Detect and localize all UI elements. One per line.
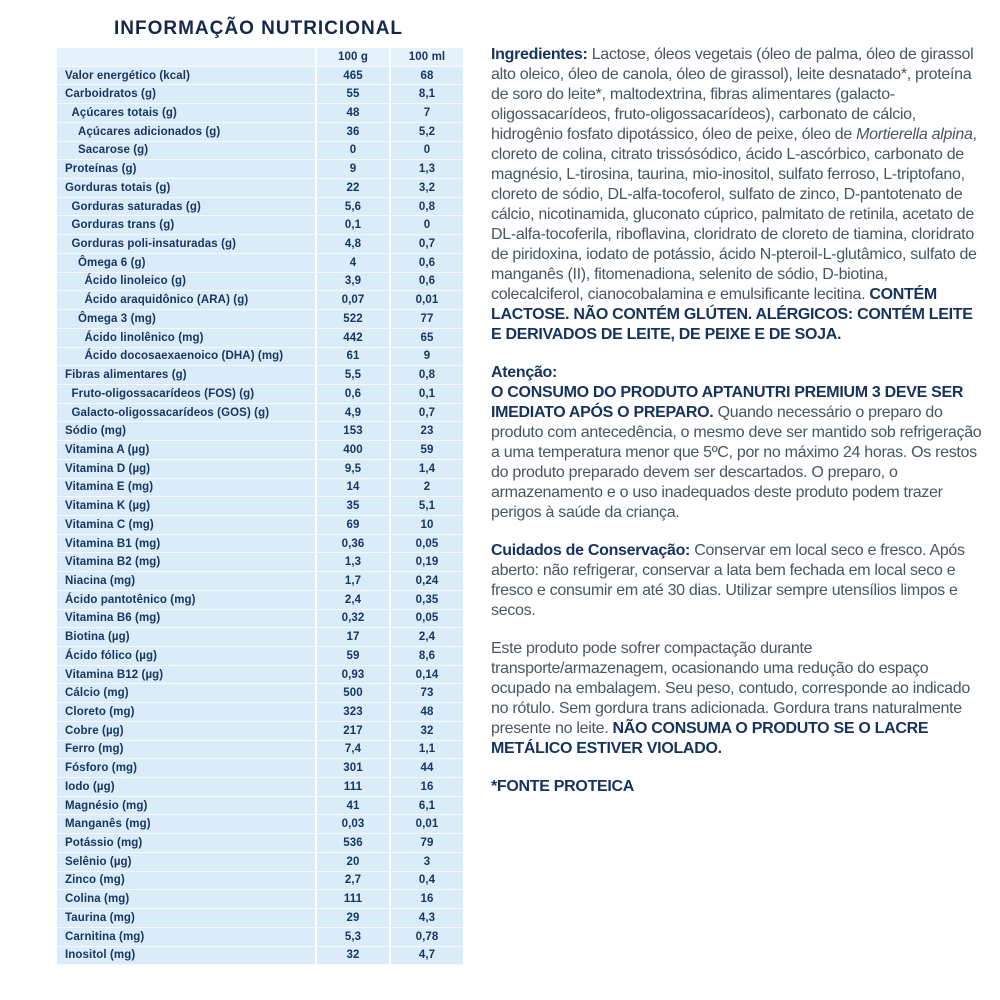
table-row xyxy=(57,610,463,629)
table-row xyxy=(57,572,463,591)
value-100g: 0,6 xyxy=(315,385,389,403)
nutrient-label: Ácido linoleico (g) xyxy=(84,275,187,288)
value-100ml: 3,2 xyxy=(389,179,463,197)
table-row xyxy=(57,273,463,292)
value-100g: 4,8 xyxy=(315,235,389,253)
nutrient-label: Ferro (mg) xyxy=(65,743,124,756)
value-100g: 7,4 xyxy=(315,741,389,759)
value-100g: 14 xyxy=(315,479,389,497)
value-100ml: 4,7 xyxy=(389,947,463,965)
table-row xyxy=(57,441,463,460)
value-100g: 55 xyxy=(315,85,389,103)
text-segment: O CONSUMO DO PRODUTO APTANUTRI PREMIUM 3 DEVE SER IMEDIATO APÓS O PREPARO. xyxy=(491,384,964,421)
value-100ml: 0,4 xyxy=(389,872,463,890)
value-100g: 5,5 xyxy=(315,366,389,384)
nutrient-label: Ácido araquidônico (ARA) (g) xyxy=(84,294,249,307)
table-row xyxy=(57,123,463,142)
nutrient-label: Proteínas (g) xyxy=(65,163,137,176)
value-100ml: 0 xyxy=(389,216,463,234)
paragraph-compactacao-lacre xyxy=(491,639,983,759)
table-row xyxy=(57,385,463,404)
value-100g: 153 xyxy=(315,422,389,440)
table-row xyxy=(57,890,463,909)
value-100g: 41 xyxy=(315,797,389,815)
value-100g: 0,32 xyxy=(315,610,389,628)
text-segment: Atenção: xyxy=(491,364,558,381)
table-row xyxy=(57,216,463,235)
nutrition-table xyxy=(57,48,463,965)
value-100ml: 5,2 xyxy=(389,123,463,141)
table-row xyxy=(57,703,463,722)
value-100g: 1,7 xyxy=(315,572,389,590)
header-empty-cell xyxy=(57,48,315,66)
value-100ml: 8,6 xyxy=(389,647,463,665)
table-row xyxy=(57,928,463,947)
table-row xyxy=(57,797,463,816)
nutrient-label: Fruto-oligossacarídeos (FOS) (g) xyxy=(71,387,255,400)
value-100ml: 59 xyxy=(389,441,463,459)
text-segment: Mortierella alpina xyxy=(856,126,973,143)
value-100ml: 0,01 xyxy=(389,815,463,833)
table-header-row xyxy=(57,48,463,67)
value-100ml: 0,05 xyxy=(389,535,463,553)
text-segment: , cloreto de colina, citrato trissósódico, ácido L-ascórbico, carbonato de magnésio, L-tirosina, taurina, mio-inositol, sulfato ferroso, L-triptofano, cloreto de sódio, DL-alfa-tocoferol, sulfato de zinco, D-pantotenato de cálcio, nicotinamida, gluconato cúprico, palmitato de retinila, acetato de DL-alfa-tocoferila, riboflavina, cloridrato de cloreto de tiamina, cloridrato de piridoxina, iodato de potássio, ácido N-pteroil-L-glutâmico, sulfato de manganês (II), fitomenadiona, selenito de sódio, D-biotina, colecalciferol, cianocobalamina e emulsificante lecitina. xyxy=(491,126,977,303)
table-row xyxy=(57,834,463,853)
nutrient-label: Gorduras trans (g) xyxy=(71,219,175,232)
text-segment: Lactose, óleos vegetais (óleo de palma, óleo de girassol alto oleico, óleo de canola, óleo de girassol), leite desnatado*, proteína de soro do leite*, maltodextrina, fibras alimentares (galacto-oligossacarídeos, fruto-oligossacarídeos), carbonato de cálcio, hidrogênio fosfato dipotássico, óleo de peixe, óleo de xyxy=(491,46,974,143)
nutrient-label: Ômega 3 (mg) xyxy=(78,312,156,325)
nutrient-label: Manganês (mg) xyxy=(65,818,151,831)
value-100ml: 1,1 xyxy=(389,741,463,759)
value-100ml: 0,7 xyxy=(389,235,463,253)
col-header-100ml: 100 ml xyxy=(389,48,463,66)
nutrient-label: Ácido fólico (µg) xyxy=(65,649,158,662)
value-100g: 9 xyxy=(315,160,389,178)
table-row xyxy=(57,909,463,928)
value-100ml: 0,05 xyxy=(389,610,463,628)
value-100ml: 0,1 xyxy=(389,385,463,403)
value-100g: 0,03 xyxy=(315,815,389,833)
paragraph-cuidados-de-conservacao xyxy=(491,541,983,621)
table-row xyxy=(57,254,463,273)
nutrient-label: Ácido docosaexaenoico (DHA) (mg) xyxy=(84,350,284,363)
value-100g: 4 xyxy=(315,254,389,272)
col-header-100g: 100 g xyxy=(315,48,389,66)
nutrient-label: Taurina (mg) xyxy=(65,911,135,924)
value-100g: 217 xyxy=(315,722,389,740)
value-100ml: 48 xyxy=(389,703,463,721)
info-paragraphs xyxy=(491,45,983,815)
value-100ml: 3 xyxy=(389,853,463,871)
text-segment: NÃO CONSUMA O PRODUTO SE O LACRE METÁLICO ESTIVER VIOLADO. xyxy=(491,720,929,757)
table-row xyxy=(57,647,463,666)
value-100ml: 73 xyxy=(389,684,463,702)
nutrient-label: Sacarose (g) xyxy=(78,144,149,157)
table-row xyxy=(57,516,463,535)
value-100ml: 8,1 xyxy=(389,85,463,103)
value-100g: 522 xyxy=(315,310,389,328)
value-100ml: 1,3 xyxy=(389,160,463,178)
value-100ml: 7 xyxy=(389,104,463,122)
nutrient-label: Biotina (µg) xyxy=(65,631,130,644)
nutrient-label: Vitamina B12 (µg) xyxy=(65,668,164,681)
value-100g: 0,93 xyxy=(315,666,389,684)
nutrient-label: Ácido pantotênico (mg) xyxy=(65,593,196,606)
table-row xyxy=(57,853,463,872)
value-100g: 0 xyxy=(315,142,389,160)
value-100g: 0,1 xyxy=(315,216,389,234)
table-row xyxy=(57,759,463,778)
table-row xyxy=(57,160,463,179)
table-row xyxy=(57,235,463,254)
value-100ml: 9 xyxy=(389,348,463,366)
text-segment: Ingredientes: xyxy=(491,46,588,63)
value-100ml: 2 xyxy=(389,479,463,497)
table-row xyxy=(57,310,463,329)
value-100g: 400 xyxy=(315,441,389,459)
nutrient-label: Vitamina A (µg) xyxy=(65,443,150,456)
value-100g: 1,3 xyxy=(315,553,389,571)
value-100g: 0,36 xyxy=(315,535,389,553)
value-100g: 5,6 xyxy=(315,198,389,216)
value-100ml: 0,8 xyxy=(389,198,463,216)
value-100g: 0,07 xyxy=(315,291,389,309)
value-100ml: 6,1 xyxy=(389,797,463,815)
nutrient-label: Magnésio (mg) xyxy=(65,799,148,812)
nutrient-label: Gorduras saturadas (g) xyxy=(71,200,201,213)
value-100g: 465 xyxy=(315,67,389,85)
value-100ml: 0,6 xyxy=(389,273,463,291)
nutrient-label: Vitamina E (mg) xyxy=(65,481,154,494)
nutrient-label: Fósforo (mg) xyxy=(65,762,138,775)
value-100ml: 77 xyxy=(389,310,463,328)
value-100ml: 5,1 xyxy=(389,497,463,515)
value-100g: 20 xyxy=(315,853,389,871)
value-100g: 500 xyxy=(315,684,389,702)
table-row xyxy=(57,535,463,554)
nutrient-label: Valor energético (kcal) xyxy=(65,69,191,82)
value-100ml: 0 xyxy=(389,142,463,160)
table-row xyxy=(57,666,463,685)
text-segment: Cuidados de Conservação: xyxy=(491,542,691,559)
nutrient-label: Cloreto (mg) xyxy=(65,706,135,719)
value-100g: 61 xyxy=(315,348,389,366)
table-row xyxy=(57,348,463,367)
table-row xyxy=(57,422,463,441)
table-row xyxy=(57,67,463,86)
table-row xyxy=(57,553,463,572)
nutrient-label: Vitamina K (µg) xyxy=(65,500,151,513)
value-100g: 69 xyxy=(315,516,389,534)
nutrient-label: Inositol (mg) xyxy=(65,949,136,962)
paragraph-ingredientes xyxy=(491,45,983,345)
nutrient-label: Fibras alimentares (g) xyxy=(65,369,187,382)
value-100g: 5,3 xyxy=(315,928,389,946)
value-100ml: 32 xyxy=(389,722,463,740)
nutrient-label: Niacina (mg) xyxy=(65,574,136,587)
table-row xyxy=(57,404,463,423)
value-100g: 536 xyxy=(315,834,389,852)
value-100g: 301 xyxy=(315,759,389,777)
table-row xyxy=(57,722,463,741)
value-100ml: 0,19 xyxy=(389,553,463,571)
value-100g: 48 xyxy=(315,104,389,122)
value-100g: 111 xyxy=(315,778,389,796)
table-row xyxy=(57,142,463,161)
paragraph-fonte-proteica xyxy=(491,777,983,797)
nutrient-label: Cálcio (mg) xyxy=(65,687,129,700)
value-100ml: 10 xyxy=(389,516,463,534)
nutrient-label: Açúcares adicionados (g) xyxy=(78,125,221,138)
table-row xyxy=(57,591,463,610)
text-segment: Este produto pode sofrer compactação durante transporte/armazenagem, ocasionando uma redução do espaço ocupado na embalagem. Seu peso, contudo, corresponde ao indicado no rótulo. Sem gordura trans adicionada. Gordura trans naturalmente presente no leite. xyxy=(491,640,970,737)
table-row xyxy=(57,460,463,479)
text-segment: Quando necessário o preparo do produto com antecedência, o mesmo deve ser mantido sob refrigeração a uma temperatura menor que 5ºC, por no máximo 24 horas. Os restos do produto preparado devem ser descartados. O preparo, o armazenamento e o uso inadequados deste produto podem trazer perigos à saúde da criança. xyxy=(491,404,982,521)
value-100g: 22 xyxy=(315,179,389,197)
table-row xyxy=(57,628,463,647)
value-100ml: 1,4 xyxy=(389,460,463,478)
table-row xyxy=(57,815,463,834)
nutrient-label: Açúcares totais (g) xyxy=(71,107,177,120)
table-row xyxy=(57,872,463,891)
table-row xyxy=(57,778,463,797)
value-100g: 2,4 xyxy=(315,591,389,609)
table-row xyxy=(57,291,463,310)
nutrient-label: Sódio (mg) xyxy=(65,425,127,438)
value-100g: 4,9 xyxy=(315,404,389,422)
nutrient-label: Vitamina B6 (mg) xyxy=(65,612,161,625)
text-segment: Conservar em local seco e fresco. Após aberto: não refrigerar, conservar a lata bem fechada em local seco e fresco e consumir em até 30 dias. Utilizar sempre utensílios limpos e secos. xyxy=(491,542,965,619)
nutrient-label: Vitamina B2 (mg) xyxy=(65,556,161,569)
value-100ml: 0,24 xyxy=(389,572,463,590)
nutrient-label: Zinco (mg) xyxy=(65,874,125,887)
table-row xyxy=(57,947,463,966)
table-row xyxy=(57,366,463,385)
nutrient-label: Selênio (µg) xyxy=(65,855,132,868)
table-row xyxy=(57,104,463,123)
value-100ml: 0,01 xyxy=(389,291,463,309)
table-row xyxy=(57,198,463,217)
value-100ml: 2,4 xyxy=(389,628,463,646)
table-row xyxy=(57,179,463,198)
nutrient-label: Gorduras totais (g) xyxy=(65,181,171,194)
value-100ml: 16 xyxy=(389,890,463,908)
paragraph-atencao xyxy=(491,363,983,523)
nutrient-label: Cobre (µg) xyxy=(65,724,124,737)
value-100g: 32 xyxy=(315,947,389,965)
value-100ml: 0,35 xyxy=(389,591,463,609)
value-100g: 29 xyxy=(315,909,389,927)
value-100ml: 0,6 xyxy=(389,254,463,272)
value-100g: 323 xyxy=(315,703,389,721)
nutrition-table-body xyxy=(57,67,463,966)
value-100ml: 0,14 xyxy=(389,666,463,684)
value-100g: 442 xyxy=(315,329,389,347)
table-row xyxy=(57,684,463,703)
table-row xyxy=(57,479,463,498)
value-100ml: 65 xyxy=(389,329,463,347)
nutrient-label: Ômega 6 (g) xyxy=(78,256,146,269)
value-100ml: 68 xyxy=(389,67,463,85)
value-100ml: 23 xyxy=(389,422,463,440)
value-100ml: 79 xyxy=(389,834,463,852)
nutrient-label: Carnitina (mg) xyxy=(65,930,145,943)
nutrient-label: Iodo (µg) xyxy=(65,780,115,793)
value-100ml: 4,3 xyxy=(389,909,463,927)
table-row xyxy=(57,329,463,348)
nutrient-label: Gorduras poli-insaturadas (g) xyxy=(71,238,237,251)
nutrient-label: Vitamina C (mg) xyxy=(65,518,154,531)
value-100g: 2,7 xyxy=(315,872,389,890)
value-100ml: 0,8 xyxy=(389,366,463,384)
table-row xyxy=(57,741,463,760)
value-100ml: 0,7 xyxy=(389,404,463,422)
text-segment: *FONTE PROTEICA xyxy=(491,778,635,795)
nutrient-label: Ácido linolênico (mg) xyxy=(84,331,204,344)
text-segment: CONTÉM LACTOSE. NÃO CONTÉM GLÚTEN. ALÉRGICOS: CONTÉM LEITE E DERIVADOS DE LEITE, DE PEIXE E DE SOJA. xyxy=(491,286,973,343)
nutrient-label: Colina (mg) xyxy=(65,893,130,906)
value-100g: 111 xyxy=(315,890,389,908)
nutrient-label: Carboidratos (g) xyxy=(65,88,157,101)
nutrient-label: Vitamina D (µg) xyxy=(65,462,151,475)
value-100g: 36 xyxy=(315,123,389,141)
value-100ml: 0,78 xyxy=(389,928,463,946)
value-100g: 3,9 xyxy=(315,273,389,291)
nutrient-label: Vitamina B1 (mg) xyxy=(65,537,161,550)
value-100ml: 16 xyxy=(389,778,463,796)
nutrient-label: Potássio (mg) xyxy=(65,837,143,850)
table-row xyxy=(57,497,463,516)
value-100ml: 44 xyxy=(389,759,463,777)
value-100g: 9,5 xyxy=(315,460,389,478)
page-title: INFORMAÇÃO NUTRICIONAL xyxy=(114,18,404,39)
value-100g: 35 xyxy=(315,497,389,515)
value-100g: 59 xyxy=(315,647,389,665)
nutrient-label: Galacto-oligossacarídeos (GOS) (g) xyxy=(71,406,270,419)
table-row xyxy=(57,85,463,104)
value-100g: 17 xyxy=(315,628,389,646)
